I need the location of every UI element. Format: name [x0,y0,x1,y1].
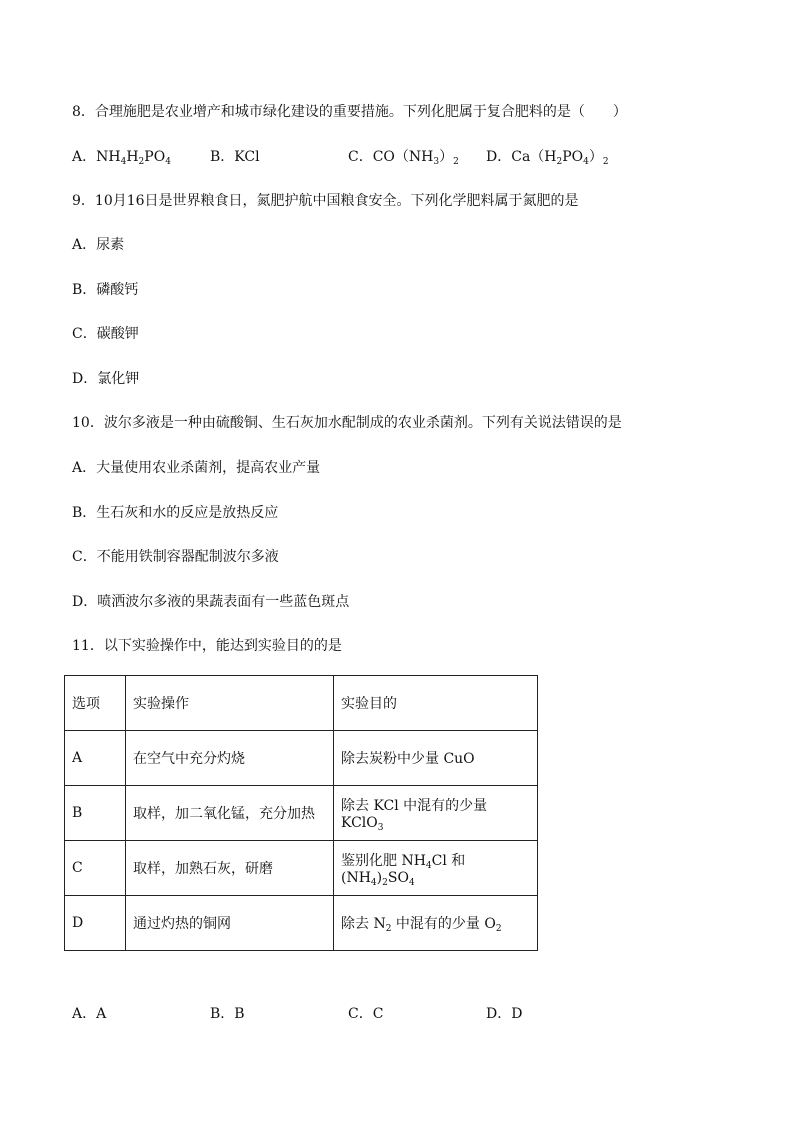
q11-stem: 11．以下实验操作中，能达到实验目的的是 [72,638,342,654]
q11-option-d[interactable]: D．D [486,1006,523,1022]
q10-option-a[interactable]: A．大量使用农业杀菌剂，提高农业产量 [72,460,321,476]
q9-option-a[interactable]: A．尿素 [72,237,125,253]
q8-option-a-label: A． [72,149,97,165]
row-option: D [65,896,126,951]
table-row [65,896,538,951]
row-operation: 通过灼热的铜网 [126,896,334,951]
q11-option-c[interactable]: C．C [348,1006,384,1022]
q8-option-c[interactable] [348,147,459,167]
q9-option-b[interactable]: B．磷酸钙 [72,282,139,298]
table-header-row [65,676,538,731]
q10-stem: 10．波尔多液是一种由硫酸铜、生石灰加水配制成的农业杀菌剂。下列有关说法错误的是 [72,415,622,431]
q8-option-b[interactable] [210,147,260,167]
row-operation: 取样，加熟石灰，研磨 [126,841,334,896]
q8-stem: 8．合理施肥是农业增产和城市绿化建设的重要措施。下列化肥属于复合肥料的是（ ） [72,104,627,120]
row-purpose: 除去 KCl 中混有的少量 KClO$_3$ [334,786,538,841]
q8-option-a-formula: $NH_4H_2PO_4$ [96,149,171,167]
row-purpose: 除去 $N_2$ 中混有的少量 $O_2$ [334,896,538,951]
row-operation: 在空气中充分灼烧 [126,731,334,786]
table-row [65,731,538,786]
table-row [65,786,538,841]
q8-option-d-label: D． [486,149,512,165]
q9-option-c[interactable]: C．碳酸钾 [72,326,139,342]
q8-option-c-formula: $CO(NH_3)_2$ [372,149,459,167]
q10-option-b[interactable]: B．生石灰和水的反应是放热反应 [72,505,279,521]
q8-option-d-formula: $Ca(H_2PO_4)_2$ [511,149,609,167]
row-purpose: 鉴别化肥 $NH_4Cl$ 和$(NH_4)_2SO_4$ [334,841,538,896]
header-operation: 实验操作 [126,676,334,731]
q8-option-c-label: C． [348,149,373,165]
row-option: B [65,786,126,841]
table-row [65,841,538,896]
experiment-table [64,675,538,951]
row-operation: 取样，加二氧化锰，充分加热 [126,786,334,841]
q11-option-a[interactable]: A．A [72,1006,107,1022]
q10-option-c[interactable]: C．不能用铁制容器配制波尔多液 [72,549,279,565]
header-option: 选项 [65,676,126,731]
row-option: C [65,841,126,896]
header-purpose: 实验目的 [334,676,538,731]
q9-option-d[interactable]: D．氯化钾 [72,371,140,387]
q8-option-b-formula: KCl [234,149,260,165]
q8-option-a[interactable] [72,147,171,167]
row-option: A [65,731,126,786]
q11-option-b[interactable]: B．B [210,1006,245,1022]
q8-option-d[interactable] [486,147,609,167]
q10-option-d[interactable]: D．喷洒波尔多液的果蔬表面有一些蓝色斑点 [72,594,350,610]
row-purpose: 除去炭粉中少量 CuO [334,731,538,786]
q8-option-b-label: B． [210,149,235,165]
q9-stem: 9．10月16日是世界粮食日，氮肥护航中国粮食安全。下列化学肥料属于氮肥的是 [72,193,579,209]
